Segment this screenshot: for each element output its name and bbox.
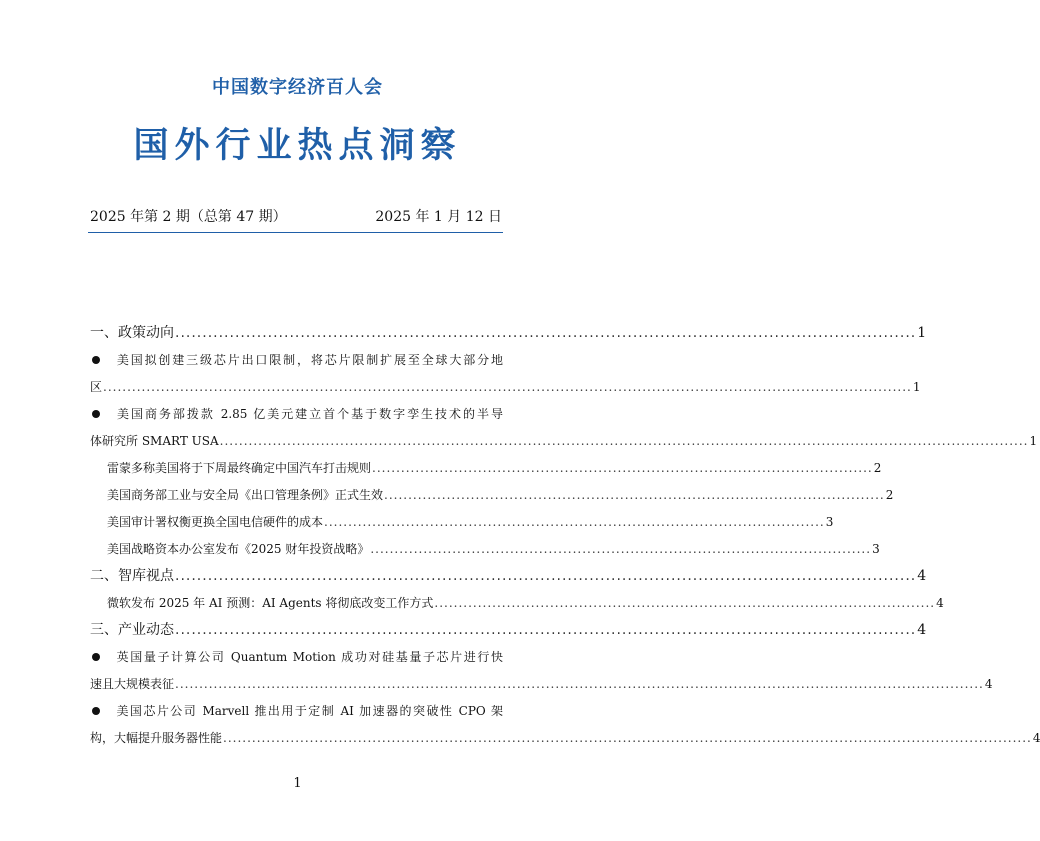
toc-item-text: 英国量子计算公司 Quantum Motion 成功对硅基量子芯片进行快 (115, 650, 503, 664)
toc-item-text: 美国芯片公司 Marvell 推出用于定制 AI 加速器的突破性 CPO 架 (115, 704, 503, 718)
toc-item-text-cont: 体研究所 SMART USA (90, 434, 219, 448)
toc-item-text: 美国商务部拨款 2.85 亿美元建立首个基于数字孪生技术的半导 (115, 407, 503, 421)
leader-dots: ........................................................................................................ (372, 461, 873, 475)
issue-info-row (90, 206, 502, 230)
toc-item[interactable] (90, 509, 834, 536)
bullet-icon (92, 707, 100, 715)
toc-item-text-cont: 构，大幅提升服务器性能 (90, 731, 223, 745)
toc-section-title: 二、智库视点 (90, 568, 174, 584)
toc-item-text: 美国战略资本办公室发布《2025 财年投资战略》 (107, 542, 370, 556)
report-title: 国外行业热点洞察 (133, 126, 462, 166)
toc-page-number: 4 (917, 622, 927, 638)
toc-section-title: 一、政策动向 (90, 325, 174, 341)
toc-item[interactable] (90, 482, 894, 509)
toc-item[interactable] (90, 698, 1040, 752)
leader-dots: ........................................................................................................................................................................ (103, 380, 912, 394)
toc-page-number: 1 (912, 380, 921, 394)
toc-page-number: 4 (984, 677, 993, 691)
organization-name: 中国数字经济百人会 (212, 77, 383, 98)
toc-page-number: 3 (825, 515, 834, 529)
toc-item[interactable] (90, 644, 993, 698)
toc-item-text-cont: 区 (90, 380, 103, 394)
toc-page-number: 2 (885, 488, 894, 502)
toc-page-number: 3 (872, 542, 880, 556)
leader-dots: ........................................................................................................................................ (175, 568, 917, 584)
toc-item-text: 微软发布 2025 年 AI 预测：AI Agents 将彻底改变工作方式 (107, 596, 434, 610)
toc-section-title: 三、产业动态 (90, 622, 174, 638)
toc-item-text: 美国商务部工业与安全局《出口管理条例》正式生效 (107, 488, 384, 502)
toc-page-number: 4 (936, 596, 944, 610)
toc-item[interactable] (90, 590, 944, 617)
toc-page-number: 1 (1029, 434, 1038, 448)
bullet-icon (92, 356, 100, 364)
leader-dots: ........................................................................................................ (324, 515, 825, 529)
toc-section-industry[interactable] (90, 617, 927, 644)
toc-item[interactable] (90, 536, 880, 563)
toc-item-text-cont: 速且大规模表征 (90, 677, 175, 691)
bullet-icon (92, 653, 100, 661)
toc-item[interactable] (90, 347, 921, 401)
table-of-contents (90, 320, 1040, 752)
header-divider (88, 232, 503, 233)
toc-page-number: 4 (1032, 731, 1040, 745)
page-number: 1 (293, 776, 302, 791)
leader-dots: ........................................................................................................................................................................ (219, 434, 1029, 448)
toc-page-number: 2 (873, 461, 882, 475)
leader-dots: ........................................................................................................ (370, 542, 872, 556)
leader-dots: ........................................................................................................................................................................ (175, 677, 984, 691)
issue-date: 2025 年 1 月 12 日 (375, 209, 502, 225)
leader-dots: ........................................................................................................ (434, 596, 936, 610)
toc-item[interactable] (90, 401, 1038, 455)
toc-item-text: 美国审计署权衡更换全国电信硬件的成本 (107, 515, 324, 529)
toc-section-think-tank[interactable] (90, 563, 927, 590)
leader-dots: ........................................................................................................................................ (175, 622, 917, 638)
leader-dots: ........................................................................................................ (384, 488, 885, 502)
toc-page-number: 1 (917, 325, 927, 341)
bullet-icon (92, 410, 100, 418)
toc-item-text: 雷蒙多称美国将于下周最终确定中国汽车打击规则 (107, 461, 372, 475)
leader-dots: ........................................................................................................................................................................ (223, 731, 1032, 745)
toc-page-number: 4 (917, 568, 927, 584)
leader-dots: ........................................................................................................................................ (175, 325, 917, 341)
toc-item-text: 美国拟创建三级芯片出口限制，将芯片限制扩展至全球大部分地 (115, 353, 503, 367)
toc-section-policy[interactable] (90, 320, 927, 347)
toc-item[interactable] (90, 455, 882, 482)
issue-number: 2025 年第 2 期（总第 47 期） (90, 209, 287, 225)
